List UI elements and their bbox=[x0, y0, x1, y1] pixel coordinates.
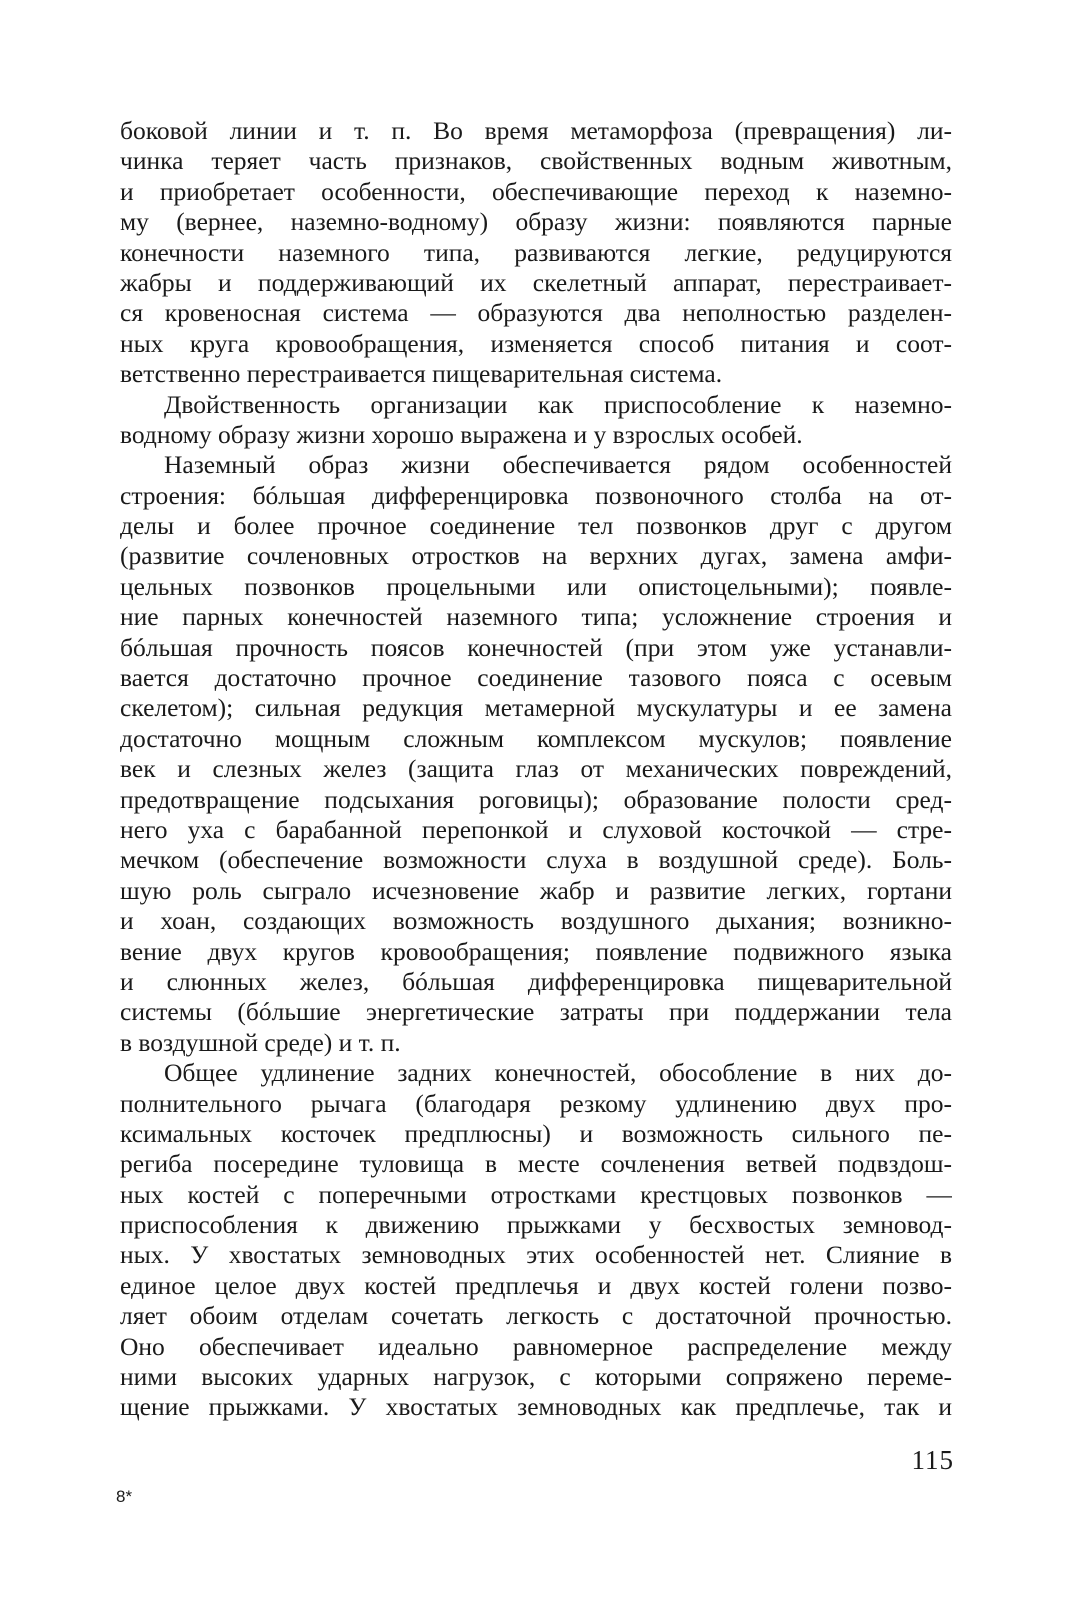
text-line: вается достаточно прочное соединение тазового пояса с осевым bbox=[120, 663, 952, 693]
text-line: век и слезных желез (защита глаз от механических повреждений, bbox=[120, 754, 952, 784]
text-line: ние парных конечностей наземного типа; усложнение строения и bbox=[120, 602, 952, 632]
text-line: ляет обоим отделам сочетать легкость с достаточной прочностью. bbox=[120, 1301, 952, 1331]
text-line: ветственно перестраивается пищеварительная система. bbox=[120, 359, 723, 389]
text-line: системы (бóльшие энергетические затраты при поддержании тела bbox=[120, 997, 952, 1027]
text-line: чинка теряет часть признаков, свойственных водным животным, bbox=[120, 146, 952, 176]
text-line: мечком (обеспечение возможности слуха в воздушной среде). Боль- bbox=[120, 845, 952, 875]
text-line: скелетом); сильная редукция метамерной мускулатуры и ее замена bbox=[120, 693, 952, 723]
text-line: жабры и поддерживающий их скелетный аппарат, перестраивает- bbox=[120, 267, 952, 297]
text-line: шую роль сыграло исчезновение жабр и развитие легких, гортани bbox=[120, 875, 952, 905]
text-line: единое целое двух костей предплечья и двух костей голени позво- bbox=[120, 1270, 952, 1300]
text-line: региба посередине туловища в месте сочленения ветвей подвздош- bbox=[120, 1149, 952, 1179]
text-line: Оно обеспечивает идеально равномерное распределение между bbox=[120, 1331, 952, 1361]
text-line: делы и более прочное соединение тел позвонков друг с другом bbox=[120, 511, 952, 541]
text-line: бóльшая прочность поясов конечностей (при этом уже устанавли- bbox=[120, 632, 952, 662]
text-line: ксимальных косточек предплюсны) и возможность сильного пе- bbox=[120, 1118, 952, 1148]
text-line: приспособления к движению прыжками у бесхвостых земновод- bbox=[120, 1210, 952, 1240]
text-line: в воздушной среде) и т. п. bbox=[120, 1027, 401, 1057]
signature-mark: 8* bbox=[116, 1487, 133, 1506]
text-line: ных. У хвостатых земноводных этих особенностей нет. Слияние в bbox=[120, 1240, 952, 1270]
text-line: ных круга кровообращения, изменяется способ питания и соот- bbox=[120, 328, 952, 358]
text-line: ных костей с поперечными отростками крестцовых позвонков — bbox=[120, 1179, 952, 1209]
text-line: конечности наземного типа, развиваются легкие, редуцируются bbox=[120, 237, 952, 267]
text-line: него уха с барабанной перепонкой и слуховой косточкой — стре- bbox=[120, 814, 952, 844]
page-number: 115 bbox=[911, 1445, 954, 1475]
text-line: Общее удлинение задних конечностей, обособление в них до- bbox=[164, 1058, 952, 1088]
text-line: цельных позвонков процельными или опистоцельными); появле- bbox=[120, 571, 952, 601]
text-line: и приобретает особенности, обеспечивающие переход к наземно- bbox=[120, 176, 952, 206]
text-line: предотвращение подсыхания роговицы); образование полости сред- bbox=[120, 784, 952, 814]
body-text bbox=[120, 116, 952, 1423]
text-line: вение двух кругов кровообращения; появление подвижного языка bbox=[120, 936, 952, 966]
text-line: Двойственность организации как приспособление к наземно- bbox=[164, 389, 952, 419]
text-line: и слюнных желез, бóльшая дифференцировка пищеварительной bbox=[120, 966, 952, 996]
text-line: му (вернее, наземно-водному) образу жизни: появляются парные bbox=[120, 207, 952, 237]
text-line: ними высоких ударных нагрузок, с которыми сопряжено переме- bbox=[120, 1362, 952, 1392]
text-line: боковой линии и т. п. Во время метаморфоза (превращения) ли- bbox=[120, 116, 952, 145]
text-line: щение прыжками. У хвостатых земноводных как предплечье, так и bbox=[120, 1392, 952, 1422]
text-line: ся кровеносная система — образуются два неполностью разделен- bbox=[120, 298, 952, 328]
text-line: Наземный образ жизни обеспечивается рядом особенностей bbox=[164, 450, 952, 480]
text-line: строения: бóльшая дифференцировка позвоночного столба на от- bbox=[120, 480, 952, 510]
text-line: достаточно мощным сложным комплексом мускулов; появление bbox=[120, 723, 952, 753]
text-line: полнительного рычага (благодаря резкому удлинению двух про- bbox=[120, 1088, 952, 1118]
text-line: водному образу жизни хорошо выражена и у взрослых особей. bbox=[120, 419, 803, 449]
text-line: и хоан, создающих возможность воздушного дыхания; возникно- bbox=[120, 906, 952, 936]
text-line: (развитие сочленовных отростков на верхних дугах, замена амфи- bbox=[120, 541, 952, 571]
